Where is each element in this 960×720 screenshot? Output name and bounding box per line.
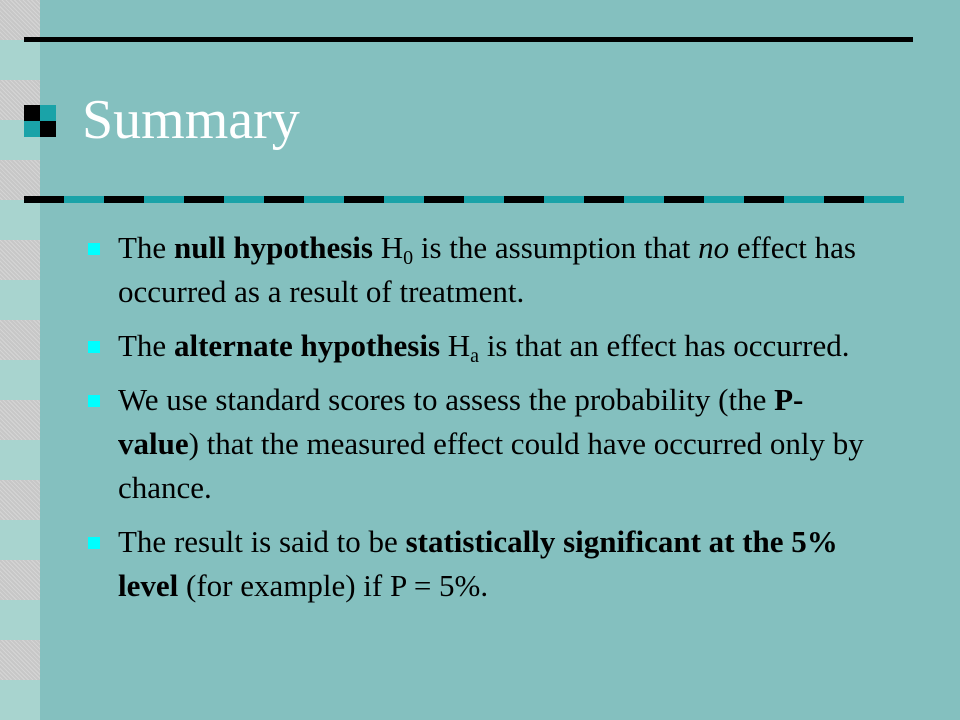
text-run: The result is said to be (118, 524, 406, 559)
bullet-square-icon (88, 341, 100, 353)
icon-square-black-top-left (24, 105, 40, 121)
text-run: H (440, 328, 471, 363)
italic-term: no (698, 230, 730, 265)
text-run: The (118, 328, 174, 363)
icon-square-black-bottom-right (40, 121, 56, 137)
bullet-item-alternate-hypothesis (0, 324, 960, 368)
subscript: 0 (403, 247, 414, 269)
bold-term: alternate hypothesis (173, 328, 441, 363)
text-run: H (372, 230, 404, 265)
slide-title: Summary (82, 89, 300, 151)
bullet-list (0, 226, 960, 618)
checker-square-icon (24, 105, 56, 137)
bullet-item-p-value (0, 378, 960, 510)
text-run: (for example) if P = 5%. (178, 568, 489, 603)
bullet-text (118, 226, 878, 314)
text-run: We use standard scores to assess the probability (the (118, 382, 775, 417)
text-run: The (118, 230, 174, 265)
text-run: is the assumption that (413, 230, 699, 265)
icon-square-teal-top-right (40, 105, 56, 121)
text-run: effect has occurred as a result of treatment. (118, 230, 856, 309)
bold-term: statistically significant at the 5% level (118, 524, 838, 603)
subscript: a (470, 345, 480, 367)
dashed-divider (24, 196, 904, 203)
bullet-text (118, 324, 878, 368)
bullet-text (118, 378, 878, 510)
icon-square-teal-bottom-left (24, 121, 40, 137)
bold-term: P-value (118, 382, 804, 461)
top-rule (24, 37, 913, 42)
bullet-square-icon (88, 243, 100, 255)
bullet-text (118, 520, 878, 608)
bullet-item-null-hypothesis (0, 226, 960, 314)
text-run: ) that the measured effect could have occurred only by chance. (118, 426, 864, 505)
bullet-item-significance (0, 520, 960, 608)
bold-term: null hypothesis (173, 230, 373, 265)
bullet-square-icon (88, 395, 100, 407)
bullet-square-icon (88, 537, 100, 549)
text-run: is that an effect has occurred. (479, 328, 850, 363)
